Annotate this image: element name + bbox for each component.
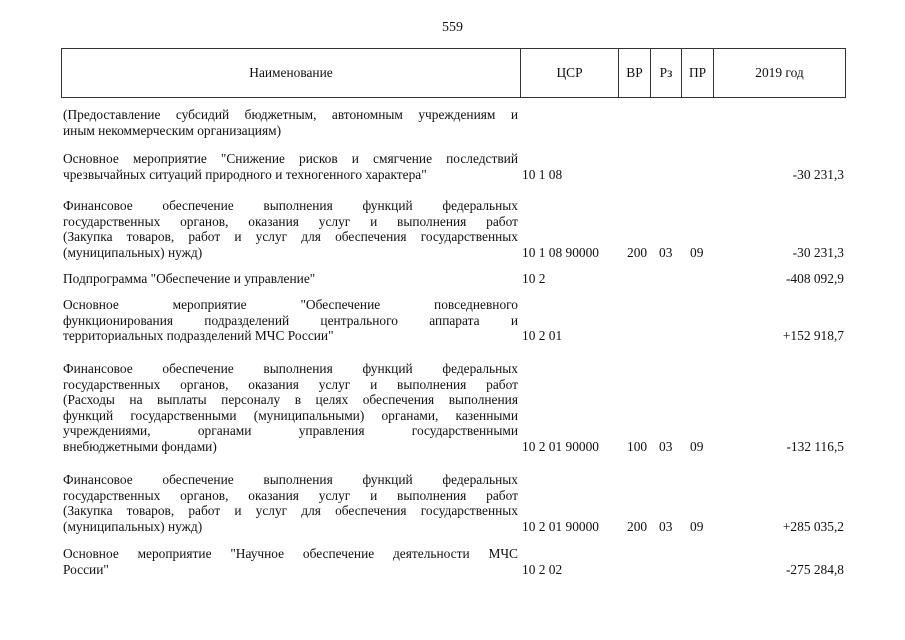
row-pr: 09 <box>690 438 704 454</box>
row-name-line: государственных органов, оказания услуг и выполнения работ <box>63 487 518 503</box>
row-name <box>63 198 518 260</box>
row-name-line: Финансовое обеспечение выполнения функций федеральных <box>63 198 518 213</box>
row-name-line: Подпрограмма "Обеспечение и управление" <box>63 271 316 286</box>
row-name <box>63 361 518 454</box>
row-csr: 10 2 01 <box>522 328 563 343</box>
header-pr: ПР <box>681 49 713 97</box>
row-rz: 03 <box>659 244 673 260</box>
row-name-line: государственных органов, оказания услуг и выполнения работ <box>63 376 518 392</box>
row-name-line: Финансовое обеспечение выполнения функций федеральных <box>63 472 518 487</box>
row-name-line: Основное мероприятие "Научное обеспечение деятельности МЧС <box>63 546 518 561</box>
row-name-line: (Закупка товаров, работ и услуг для обеспечения государственных <box>63 229 518 244</box>
row-name-line: Основное мероприятие "Обеспечение повседневного <box>63 297 518 312</box>
row-name-line: учреждениями, органами управления государственными <box>63 423 518 438</box>
row-csr: 10 2 01 90000 <box>522 438 599 454</box>
row-name-line: (Закупка товаров, работ и услуг для обеспечения государственных <box>63 503 518 518</box>
row-name-line: России" <box>63 561 109 577</box>
row-name <box>63 151 518 182</box>
row-name-line: государственных органов, оказания услуг и выполнения работ <box>63 213 518 229</box>
page-number: 559 <box>442 20 463 35</box>
row-name-line: функций государственными (муниципальными) органами, казенными <box>63 407 518 423</box>
row-pr: 09 <box>690 518 704 534</box>
row-name-line: (муниципальных) нужд) <box>63 518 203 534</box>
row-name-line: (Расходы на выплаты персоналу в целях обеспечения выполнения <box>63 392 518 407</box>
row-name-line: Основное мероприятие "Снижение рисков и смягчение последствий <box>63 151 518 166</box>
row-value: -408 092,9 <box>785 271 844 286</box>
row-vr: 100 <box>627 438 648 454</box>
header-year: 2019 год <box>713 49 845 97</box>
row-value: +285 035,2 <box>782 518 844 534</box>
row-rz: 03 <box>659 438 673 454</box>
row-rz: 03 <box>659 518 673 534</box>
header-csr: ЦСР <box>520 49 618 97</box>
row-vr: 200 <box>627 244 648 260</box>
row-value: -30 231,3 <box>792 166 844 182</box>
row-value: +152 918,7 <box>782 328 844 343</box>
row-csr: 10 1 08 <box>522 166 563 182</box>
row-name <box>63 271 518 287</box>
header-rz: Рз <box>650 49 681 97</box>
row-name <box>63 107 518 138</box>
table-header <box>61 48 846 98</box>
row-vr: 200 <box>627 518 648 534</box>
row-name-line: территориальных подразделений МЧС России" <box>63 328 334 343</box>
row-name <box>63 546 518 577</box>
row-name-line: Финансовое обеспечение выполнения функций федеральных <box>63 361 518 376</box>
row-name-line: иным некоммерческим организациям) <box>63 122 282 138</box>
header-name: Наименование <box>249 65 333 80</box>
row-name-line: (муниципальных) нужд) <box>63 244 203 260</box>
row-name-line: (Предоставление субсидий бюджетным, автономным учреждениям и <box>63 107 518 122</box>
row-name <box>63 472 518 534</box>
row-value: -30 231,3 <box>792 244 844 260</box>
row-name-line: внебюджетными фондами) <box>63 438 217 454</box>
row-name <box>63 297 518 344</box>
row-name-line: функционирования подразделений центрального аппарата и <box>63 312 518 328</box>
header-vr: ВР <box>618 49 650 97</box>
row-value: -275 284,8 <box>785 561 844 577</box>
row-csr: 10 2 02 <box>522 561 563 577</box>
row-name-line: чрезвычайных ситуаций природного и техногенного характера" <box>63 166 427 182</box>
row-csr: 10 1 08 90000 <box>522 244 599 260</box>
row-value: -132 116,5 <box>786 438 844 454</box>
row-csr: 10 2 <box>522 271 546 286</box>
row-csr: 10 2 01 90000 <box>522 518 599 534</box>
row-pr: 09 <box>690 244 704 260</box>
